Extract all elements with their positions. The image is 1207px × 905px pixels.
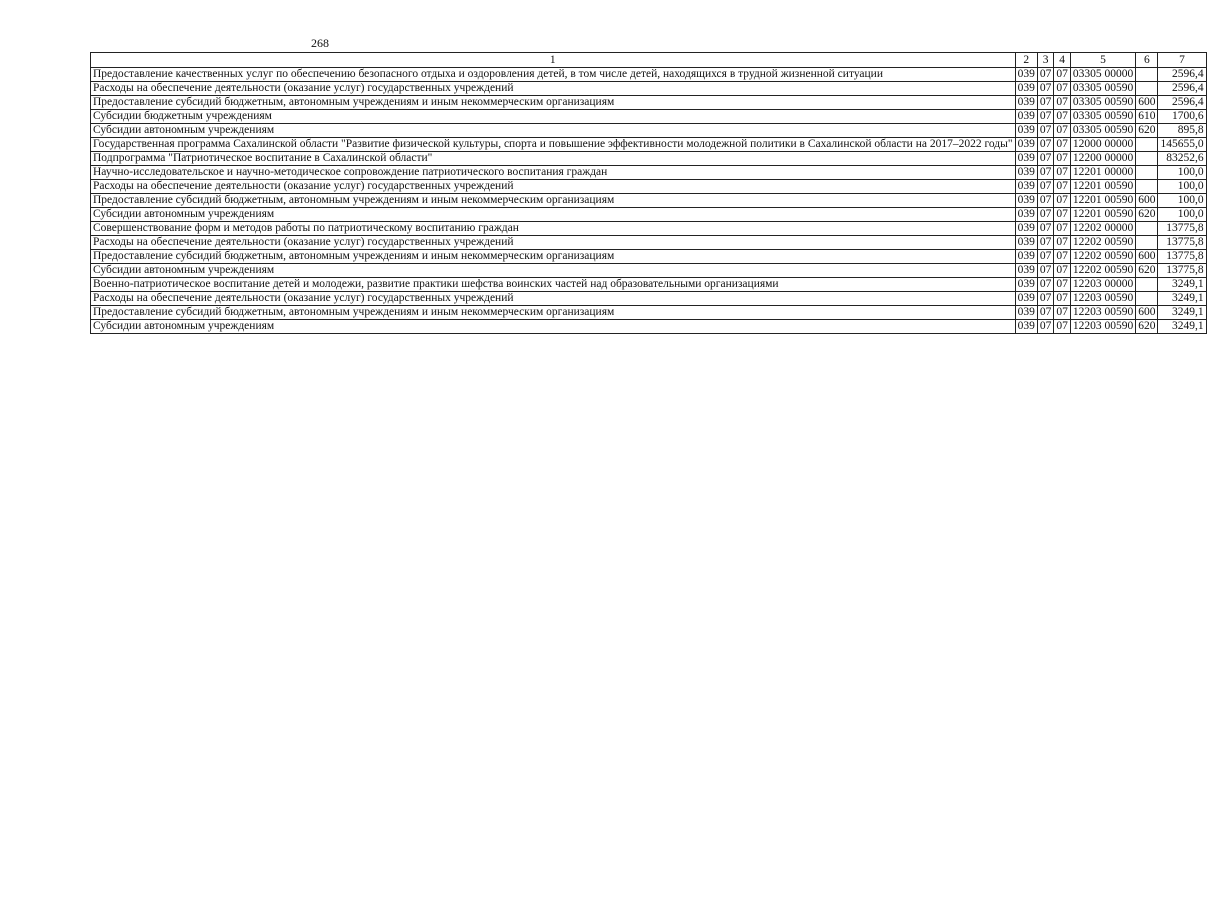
row-name: Предоставление субсидий бюджетным, автономным учреждениям и иным некоммерческим организациям	[91, 96, 1016, 110]
row-section: 07	[1037, 264, 1054, 278]
row-amount: 3249,1	[1158, 306, 1206, 320]
row-admin-code: 039	[1015, 292, 1037, 306]
table-row	[91, 236, 1207, 250]
row-admin-code: 039	[1015, 180, 1037, 194]
row-admin-code: 039	[1015, 96, 1037, 110]
row-subsection: 07	[1054, 278, 1071, 292]
row-expense-type: 600	[1136, 306, 1158, 320]
row-admin-code: 039	[1015, 320, 1037, 334]
table-row	[91, 124, 1207, 138]
row-name: Предоставление субсидий бюджетным, автономным учреждениям и иным некоммерческим организациям	[91, 194, 1016, 208]
row-section: 07	[1037, 96, 1054, 110]
row-expense-type: 600	[1136, 194, 1158, 208]
row-target-code: 12203 00000	[1070, 278, 1135, 292]
row-name: Расходы на обеспечение деятельности (оказание услуг) государственных учреждений	[91, 236, 1016, 250]
row-expense-type: 620	[1136, 320, 1158, 334]
row-expense-type	[1136, 222, 1158, 236]
row-admin-code: 039	[1015, 208, 1037, 222]
table-row	[91, 180, 1207, 194]
column-header: 5	[1070, 53, 1135, 68]
row-target-code: 12203 00590	[1070, 320, 1135, 334]
row-admin-code: 039	[1015, 166, 1037, 180]
row-name: Субсидии автономным учреждениям	[91, 124, 1016, 138]
row-section: 07	[1037, 320, 1054, 334]
row-subsection: 07	[1054, 222, 1071, 236]
row-target-code: 03305 00000	[1070, 68, 1135, 82]
row-section: 07	[1037, 180, 1054, 194]
row-expense-type	[1136, 278, 1158, 292]
row-admin-code: 039	[1015, 194, 1037, 208]
row-subsection: 07	[1054, 320, 1071, 334]
table-row	[91, 152, 1207, 166]
row-section: 07	[1037, 152, 1054, 166]
row-admin-code: 039	[1015, 68, 1037, 82]
column-header: 4	[1054, 53, 1071, 68]
row-amount: 1700,6	[1158, 110, 1206, 124]
row-expense-type	[1136, 180, 1158, 194]
column-header: 3	[1037, 53, 1054, 68]
row-target-code: 12203 00590	[1070, 306, 1135, 320]
row-name: Предоставление субсидий бюджетным, автономным учреждениям и иным некоммерческим организациям	[91, 306, 1016, 320]
row-amount: 13775,8	[1158, 236, 1206, 250]
row-admin-code: 039	[1015, 82, 1037, 96]
row-admin-code: 039	[1015, 152, 1037, 166]
row-subsection: 07	[1054, 236, 1071, 250]
row-section: 07	[1037, 278, 1054, 292]
row-expense-type	[1136, 166, 1158, 180]
row-section: 07	[1037, 82, 1054, 96]
column-header: 7	[1158, 53, 1206, 68]
row-target-code: 12200 00000	[1070, 152, 1135, 166]
table-row	[91, 110, 1207, 124]
row-subsection: 07	[1054, 82, 1071, 96]
row-expense-type: 600	[1136, 96, 1158, 110]
row-expense-type: 620	[1136, 208, 1158, 222]
row-name: Субсидии автономным учреждениям	[91, 208, 1016, 222]
table-row	[91, 194, 1207, 208]
row-admin-code: 039	[1015, 264, 1037, 278]
row-target-code: 12203 00590	[1070, 292, 1135, 306]
row-subsection: 07	[1054, 194, 1071, 208]
table-row	[91, 278, 1207, 292]
row-name: Государственная программа Сахалинской области "Развитие физической культуры, спорта и повышение эффективности молодежной политики в Сахалинской области на 2017–2022 годы"	[91, 138, 1016, 152]
row-section: 07	[1037, 110, 1054, 124]
row-name: Предоставление качественных услуг по обеспечению безопасного отдыха и оздоровления детей, в том числе детей, находящихся в трудной жизненной ситуации	[91, 68, 1016, 82]
table-row	[91, 166, 1207, 180]
row-expense-type: 600	[1136, 250, 1158, 264]
row-admin-code: 039	[1015, 236, 1037, 250]
budget-table	[90, 52, 1207, 334]
row-target-code: 12201 00590	[1070, 208, 1135, 222]
row-target-code: 12201 00590	[1070, 180, 1135, 194]
row-admin-code: 039	[1015, 306, 1037, 320]
column-header: 2	[1015, 53, 1037, 68]
row-section: 07	[1037, 306, 1054, 320]
row-section: 07	[1037, 68, 1054, 82]
row-amount: 83252,6	[1158, 152, 1206, 166]
table-row	[91, 208, 1207, 222]
row-subsection: 07	[1054, 264, 1071, 278]
row-admin-code: 039	[1015, 138, 1037, 152]
row-target-code: 12202 00590	[1070, 250, 1135, 264]
row-subsection: 07	[1054, 180, 1071, 194]
table-row	[91, 68, 1207, 82]
row-section: 07	[1037, 124, 1054, 138]
row-name: Субсидии автономным учреждениям	[91, 264, 1016, 278]
row-subsection: 07	[1054, 110, 1071, 124]
row-admin-code: 039	[1015, 110, 1037, 124]
row-section: 07	[1037, 250, 1054, 264]
row-target-code: 12202 00590	[1070, 264, 1135, 278]
page-number: 268	[311, 36, 329, 50]
row-amount: 13775,8	[1158, 264, 1206, 278]
row-target-code: 12201 00000	[1070, 166, 1135, 180]
row-section: 07	[1037, 166, 1054, 180]
row-subsection: 07	[1054, 124, 1071, 138]
row-admin-code: 039	[1015, 124, 1037, 138]
row-name: Предоставление субсидий бюджетным, автономным учреждениям и иным некоммерческим организациям	[91, 250, 1016, 264]
row-expense-type	[1136, 292, 1158, 306]
row-name: Военно-патриотическое воспитание детей и молодежи, развитие практики шефства воинских частей над образовательными организациями	[91, 278, 1016, 292]
row-admin-code: 039	[1015, 222, 1037, 236]
row-target-code: 03305 00590	[1070, 82, 1135, 96]
row-admin-code: 039	[1015, 250, 1037, 264]
column-header: 6	[1136, 53, 1158, 68]
row-amount: 3249,1	[1158, 320, 1206, 334]
row-target-code: 03305 00590	[1070, 124, 1135, 138]
row-expense-type: 620	[1136, 264, 1158, 278]
row-expense-type	[1136, 152, 1158, 166]
row-expense-type: 610	[1136, 110, 1158, 124]
row-expense-type	[1136, 236, 1158, 250]
row-subsection: 07	[1054, 166, 1071, 180]
row-amount: 100,0	[1158, 208, 1206, 222]
row-name: Расходы на обеспечение деятельности (оказание услуг) государственных учреждений	[91, 292, 1016, 306]
row-subsection: 07	[1054, 138, 1071, 152]
row-target-code: 03305 00590	[1070, 110, 1135, 124]
table-row	[91, 82, 1207, 96]
row-amount: 100,0	[1158, 194, 1206, 208]
row-amount: 2596,4	[1158, 82, 1206, 96]
row-subsection: 07	[1054, 68, 1071, 82]
row-expense-type	[1136, 82, 1158, 96]
row-amount: 3249,1	[1158, 292, 1206, 306]
header-row	[91, 53, 1207, 68]
row-target-code: 12202 00000	[1070, 222, 1135, 236]
row-name: Подпрограмма "Патриотическое воспитание в Сахалинской области"	[91, 152, 1016, 166]
row-amount: 13775,8	[1158, 250, 1206, 264]
row-name: Совершенствование форм и методов работы по патриотическому воспитанию граждан	[91, 222, 1016, 236]
table-row	[91, 306, 1207, 320]
row-name: Расходы на обеспечение деятельности (оказание услуг) государственных учреждений	[91, 180, 1016, 194]
row-amount: 2596,4	[1158, 96, 1206, 110]
table-row	[91, 320, 1207, 334]
table-body	[91, 68, 1207, 334]
row-amount: 2596,4	[1158, 68, 1206, 82]
row-amount: 100,0	[1158, 166, 1206, 180]
row-expense-type	[1136, 68, 1158, 82]
row-subsection: 07	[1054, 292, 1071, 306]
row-subsection: 07	[1054, 306, 1071, 320]
row-name: Расходы на обеспечение деятельности (оказание услуг) государственных учреждений	[91, 82, 1016, 96]
row-target-code: 03305 00590	[1070, 96, 1135, 110]
row-section: 07	[1037, 292, 1054, 306]
row-amount: 145655,0	[1158, 138, 1206, 152]
table-row	[91, 138, 1207, 152]
row-subsection: 07	[1054, 152, 1071, 166]
row-section: 07	[1037, 222, 1054, 236]
row-target-code: 12202 00590	[1070, 236, 1135, 250]
row-subsection: 07	[1054, 250, 1071, 264]
row-section: 07	[1037, 194, 1054, 208]
row-amount: 895,8	[1158, 124, 1206, 138]
row-section: 07	[1037, 138, 1054, 152]
row-name: Субсидии бюджетным учреждениям	[91, 110, 1016, 124]
row-section: 07	[1037, 208, 1054, 222]
row-section: 07	[1037, 236, 1054, 250]
row-expense-type	[1136, 138, 1158, 152]
row-amount: 3249,1	[1158, 278, 1206, 292]
table-row	[91, 292, 1207, 306]
table-row	[91, 222, 1207, 236]
row-subsection: 07	[1054, 96, 1071, 110]
row-subsection: 07	[1054, 208, 1071, 222]
row-admin-code: 039	[1015, 278, 1037, 292]
row-target-code: 12201 00590	[1070, 194, 1135, 208]
table-row	[91, 264, 1207, 278]
column-header: 1	[91, 53, 1016, 68]
row-expense-type: 620	[1136, 124, 1158, 138]
table-row	[91, 96, 1207, 110]
table-row	[91, 250, 1207, 264]
row-name: Научно-исследовательское и научно-методическое сопровождение патриотического воспитания граждан	[91, 166, 1016, 180]
row-name: Субсидии автономным учреждениям	[91, 320, 1016, 334]
row-target-code: 12000 00000	[1070, 138, 1135, 152]
row-amount: 13775,8	[1158, 222, 1206, 236]
row-amount: 100,0	[1158, 180, 1206, 194]
